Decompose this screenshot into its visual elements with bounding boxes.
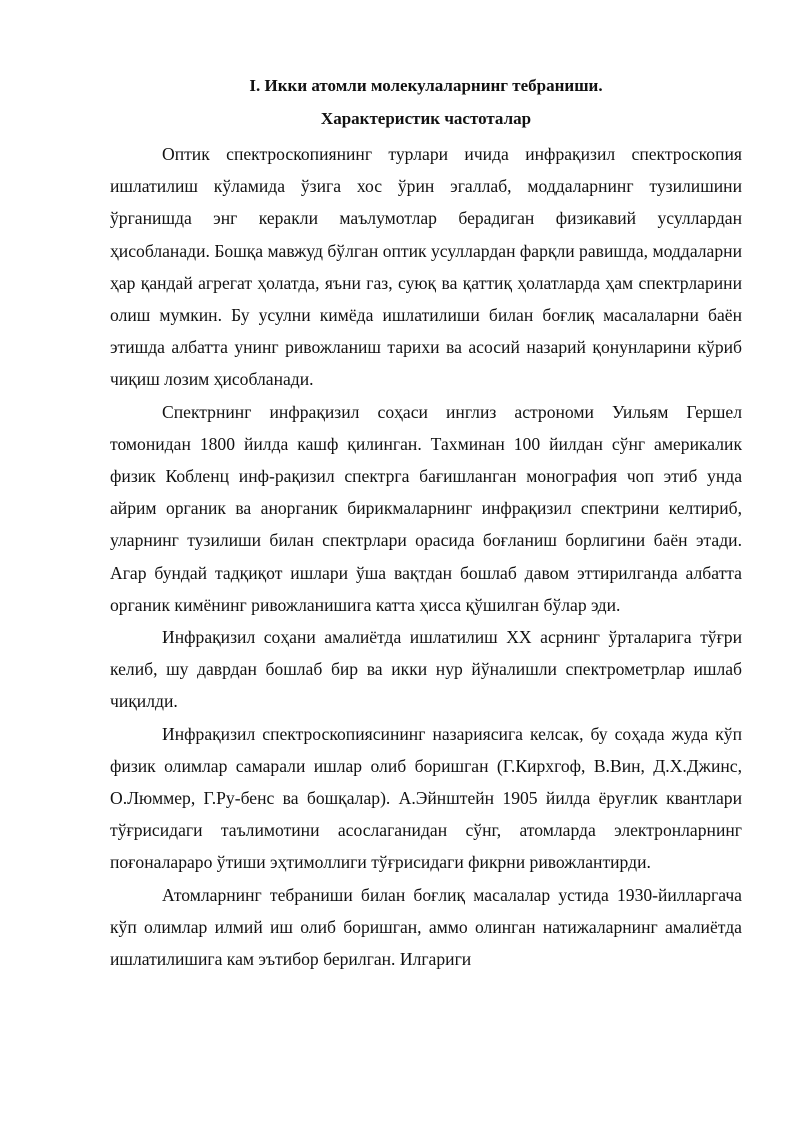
paragraph: Инфрақизил спектроскопиясининг назариясига келсак, бу соҳада жуда кўп физик олимлар самарали ишлар олиб боришган (Г.Кирхгоф, В.Вин, Д.Х.Джинс, О.Люммер, Г.Ру-бенс ва бошқалар). А.Эйнштейн 1905 йилда ёруғлик квантлари тўғрисидаги таълимотини асослаганидан сўнг, атомларда электронларнинг поғоналараро ўтиши эҳтимоллиги тўғрисидаги фикрни ривожлантирди. <box>110 723 742 873</box>
paragraph: Атомларнинг тебраниши билан боғлиқ масалалар устида 1930-йилларгача кўп олимлар илмий иш олиб боришган, аммо олинган натижаларнинг амалиётда ишлатилишига кам эътибор берилган. Илгариги <box>110 884 742 970</box>
section-title: I. Икки атомли молекулаларнинг тебраниши. <box>249 76 603 95</box>
paragraph: Спектрнинг инфрақизил соҳаси инглиз астрономи Уильям Гершел томонидан 1800 йилда кашф қилинган. Тахминан 100 йилдан сўнг америкалик физик Кобленц инф-рақизил спектрга бағишланган монография чоп этиб унда айрим органик ва анорганик бирикмаларнинг инфрақизил спектрини келтириб, уларнинг тузилиши билан спектрлари орасида боғланиш борлигини баён этади. Агар бундай тадқиқот ишлари ўша вақтдан бошлаб давом эттирилганда албатта органик кимёнинг ривожланишига катта ҳисса қўшилган бўлар эди. <box>110 401 742 615</box>
paragraph: Инфрақизил соҳани амалиётда ишлатилиш XX асрнинг ўрталарига тўғри келиб, шу даврдан бошлаб бир ва икки нур йўналишли спектрометрлар ишлаб чиқилди. <box>110 627 742 712</box>
document-body <box>110 138 742 975</box>
paragraph: Оптик спектроскопиянинг турлари ичида инфрақизил спектроскопия ишлатилиш кўламида ўзига хос ўрин эгаллаб, моддаларнинг тузилишини ўрганишда энг керакли маълумотлар берадиган физикавий усуллардан ҳисобланади. Бошқа мавжуд бўлган оптик усуллардан фарқли равишда, моддаларни ҳар қандай агрегат ҳолатда, яъни газ, суюқ ва қаттиқ ҳолатларда ҳам спектрларини олиш мумкин. Бу усулни кимёда ишлатилиши билан боғлиқ масалаларни баён этишда албатта унинг ривожланиш тарихи ва асосий назарий қонунларини кўриб чиқиш лозим ҳисобланади. <box>110 144 742 390</box>
section-subtitle: Характеристик частоталар <box>320 109 532 128</box>
